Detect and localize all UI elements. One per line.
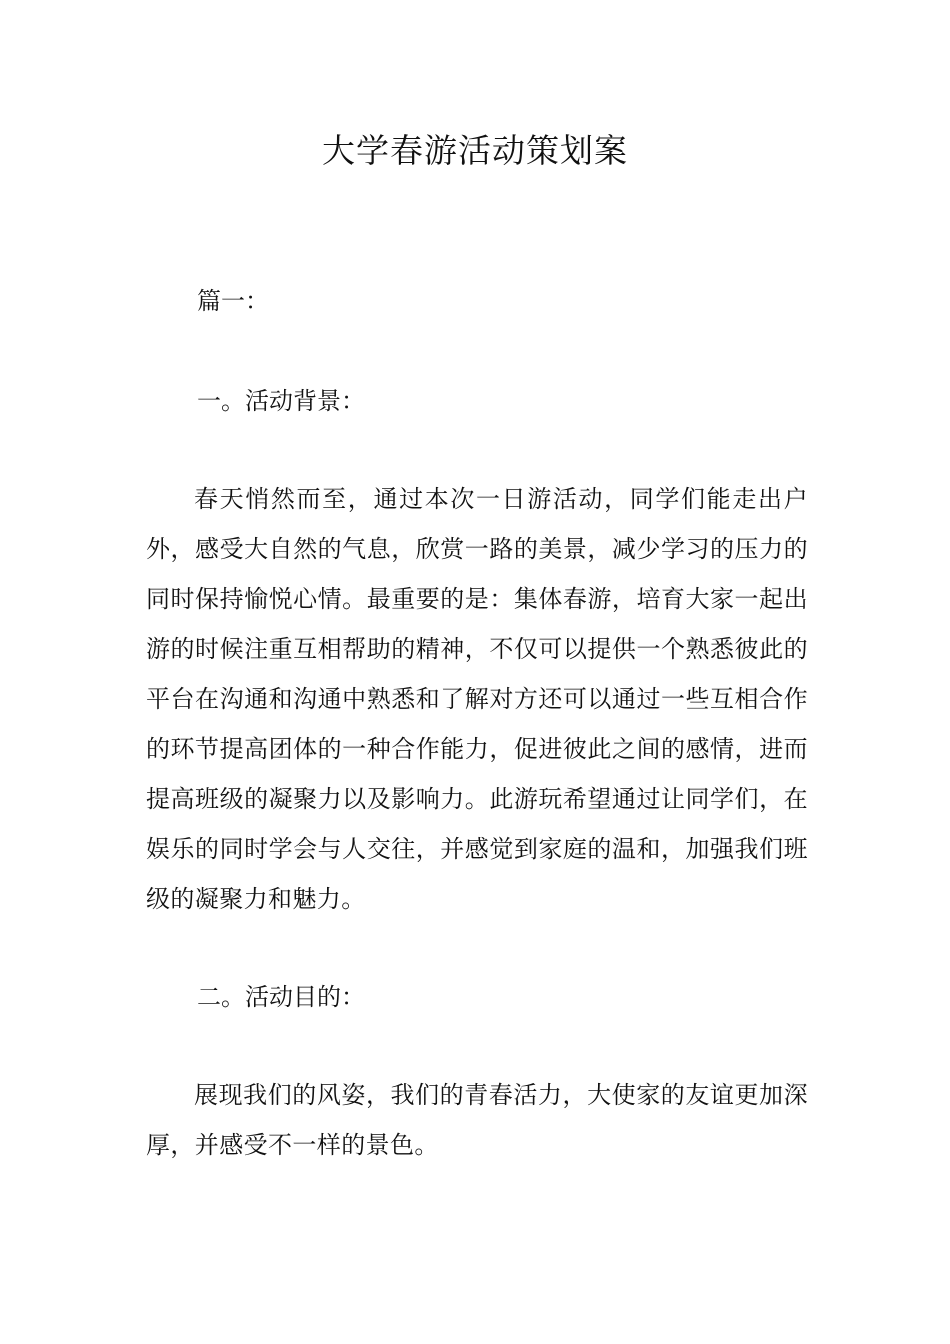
- section-heading-purpose: 二。活动目的：: [197, 983, 365, 1011]
- part-label: 篇一：: [197, 287, 269, 315]
- document-title: 大学春游活动策划案: [322, 131, 628, 170]
- section-heading-background: 一。活动背景：: [197, 387, 365, 415]
- section-body-purpose: 展现我们的风姿，我们的青春活力，大使家的友谊更加深厚，并感受不一样的景色。: [146, 1081, 808, 1159]
- section-body-background: 春天悄然而至，通过本次一日游活动，同学们能走出户外，感受大自然的气息，欣赏一路的美景，减少学习的压力的同时保持愉悦心情。最重要的是：集体春游，培育大家一起出游的时候注重互相帮助的精神，不仅可以提供一个熟悉彼此的平台在沟通和沟通中熟悉和了解对方还可以通过一些互相合作的环节提高团体的一种合作能力，促进彼此之间的感情，进而提高班级的凝聚力以及影响力。此游玩希望通过让同学们，在娱乐的同时学会与人交往，并感觉到家庭的温和，加强我们班级的凝聚力和魅力。: [146, 485, 808, 913]
